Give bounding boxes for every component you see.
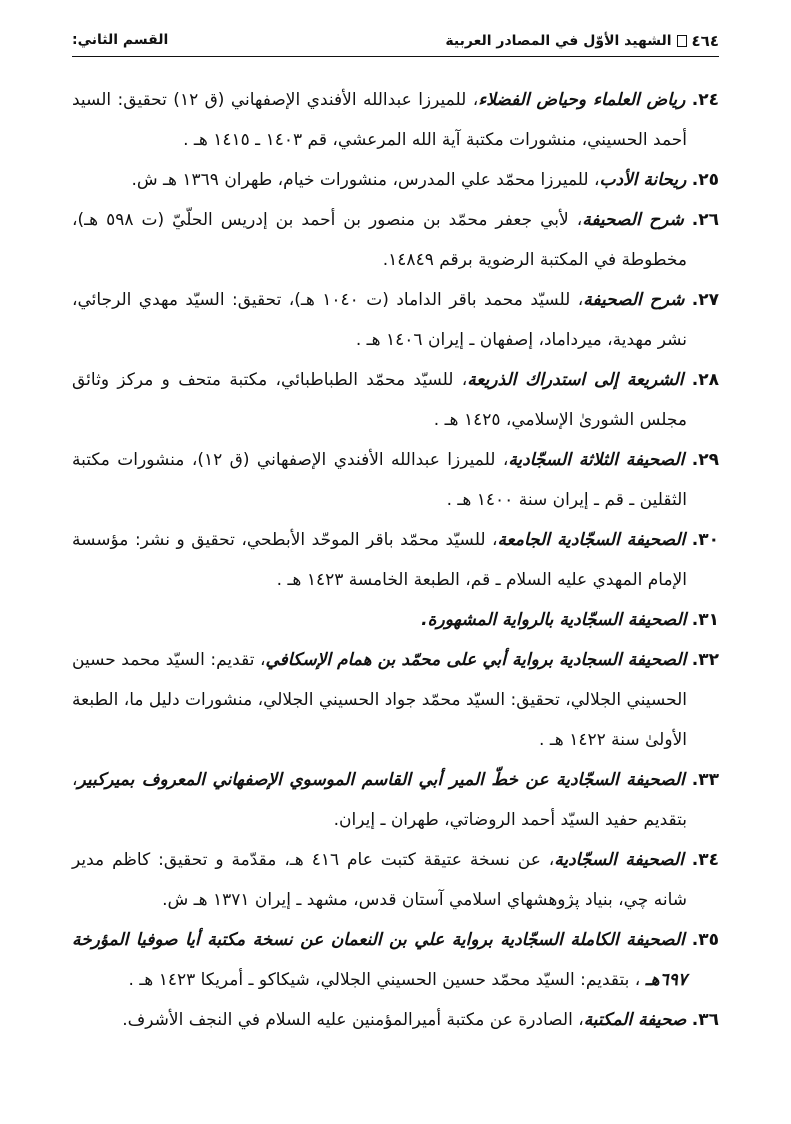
entry-details: ، بتقديم: السيّد محمّد حسين الحسيني الجلالي، شيكاكو ـ أمريكا ١٤٢٣ هـ . (128, 970, 646, 990)
entry-details: ، الصادرة عن مكتبة أميرالمؤمنين عليه السلام في النجف الأشرف. (122, 1010, 584, 1030)
entry-number: ٣٠. (691, 530, 719, 550)
entry-number: ٣٣. (691, 770, 720, 790)
header-right (445, 32, 719, 50)
entry-title: الصحيفة السجّادية بالرواية المشهورة. (421, 610, 687, 630)
entry-details: ، تقديم: السيّد محمد حسين الحسيني الجلالي، تحقيق: السيّد محمّد جواد الحسيني الجلالي، منشورات دليل ما، الطبعة الأولىٰ سنة ١٤٢٢ هـ . (72, 650, 687, 750)
bibliography-list (72, 80, 719, 1040)
entry-number: ٢٦. (691, 210, 720, 230)
entry-number: ٢٩. (691, 450, 719, 470)
entry-details: ، للميرزا عبدالله الأفندي الإصفهاني (ق ١٢)، منشورات مكتبة الثقلين ـ قم ـ إيران سنة ١٤٠٠ هـ . (72, 450, 687, 510)
entry-number: ٣٥. (691, 930, 719, 950)
entry-details: ، للسيّد محمّد الطباطبائي، مكتبة متحف و مركز وثائق مجلس الشورىٰ الإسلامي، ١٤٢٥ هـ . (72, 370, 687, 430)
entry-details: ، للميرزا محمّد علي المدرس، منشورات خيام، طهران ١٣٦٩ هـ ش. (131, 170, 600, 190)
header-divider (72, 56, 719, 57)
entry-title: الشريعة إلى استدراك الذريعة (467, 370, 684, 390)
entry-title: الصحيفة السجادية برواية أبي على محمّد بن همام الإسكافي (265, 650, 687, 670)
entry-title: الصحيفة السجّادية الجامعة (497, 530, 686, 550)
list-item (72, 600, 719, 640)
entry-title: الصحيفة الكاملة السجّادية برواية علي بن النعمان عن نسخة مكتبة أيا صوفيا المؤرخة ٦٩٧هـ (72, 930, 687, 990)
list-item (72, 520, 719, 600)
book-title: الشهيد الأوّل في المصادر العربية (445, 33, 672, 49)
entry-title: شرح الصحيفة (583, 290, 685, 310)
list-item (72, 1000, 719, 1040)
entry-number: ٣٦. (691, 1010, 719, 1030)
entry-title: شرح الصحيفة (582, 210, 684, 230)
entry-number: ٣٤. (691, 850, 719, 870)
list-item (72, 640, 719, 760)
entry-title: ريحانة الأدب (599, 170, 687, 190)
list-item (72, 440, 719, 520)
list-item (72, 760, 719, 840)
entry-title: صحيفة المكتبة (583, 1010, 687, 1030)
page-number: ٤٦٤ (691, 32, 719, 50)
entry-number: ٢٨. (691, 370, 719, 390)
running-header (72, 28, 719, 56)
list-item (72, 80, 719, 160)
entry-number: ٣٢. (691, 650, 720, 670)
entry-details: ، لأبي جعفر محمّد بن منصور بن أحمد بن إدريس الحلّيّ (ت ٥٩٨ هـ)، مخطوطة في المكتبة الرضوية برقم ١٤٨٤٩. (72, 210, 687, 270)
section-label: القسم الثاني: (72, 32, 169, 48)
entry-details: ، بتقديم حفيد السيّد أحمد الروضاتي، طهران ـ إيران. (72, 770, 687, 830)
list-item (72, 200, 719, 280)
list-item (72, 280, 719, 360)
list-item (72, 360, 719, 440)
entry-number: ٣١. (691, 610, 719, 630)
entry-details: ، للسيّد محمد باقر الداماد (ت ١٠٤٠ هـ)، تحقيق: السيّد مهدي الرجائي، نشر مهدية، ميرداماد، إصفهان ـ إيران ١٤٠٦ هـ . (72, 290, 687, 350)
entry-number: ٢٧. (691, 290, 720, 310)
list-item (72, 840, 719, 920)
entry-number: ٢٥. (691, 170, 719, 190)
list-item (72, 920, 719, 1000)
entry-title: الصحيفة الثلاثة السجّادية (508, 450, 685, 470)
entry-title: الصحيفة السجّادية (554, 850, 684, 870)
entry-details: ، عن نسخة عتيقة كتبت عام ٤١٦ هـ، مقدّمة و تحقيق: كاظم مدير شانه چي، بنياد پژوهشهاي اسلامي آستان قدس، مشهد ـ إيران ١٣٧١ هـ ش. (72, 850, 687, 910)
entry-number: ٢٤. (691, 90, 720, 110)
list-item (72, 160, 719, 200)
entry-title: الصحيفة السجّادية عن خطّ المير أبي القاسم الموسوي الإصفهاني المعروف بميركبير (77, 770, 685, 790)
square-ornament-icon (677, 35, 687, 47)
entry-details: ، للسيّد محمّد باقر الموحّد الأبطحي، تحقيق و نشر: مؤسسة الإمام المهدي عليه السلام ـ قم، الطبعة الخامسة ١٤٢٣ هـ . (72, 530, 687, 590)
entry-title: رياض العلماء وحياض الفضلاء (478, 90, 686, 110)
entry-details: ، للميرزا عبدالله الأفندي الإصفهاني (ق ١٢) تحقيق: السيد أحمد الحسيني، منشورات مكتبة آية الله المرعشي، قم ١٤٠٣ ـ ١٤١٥ هـ . (72, 90, 687, 150)
